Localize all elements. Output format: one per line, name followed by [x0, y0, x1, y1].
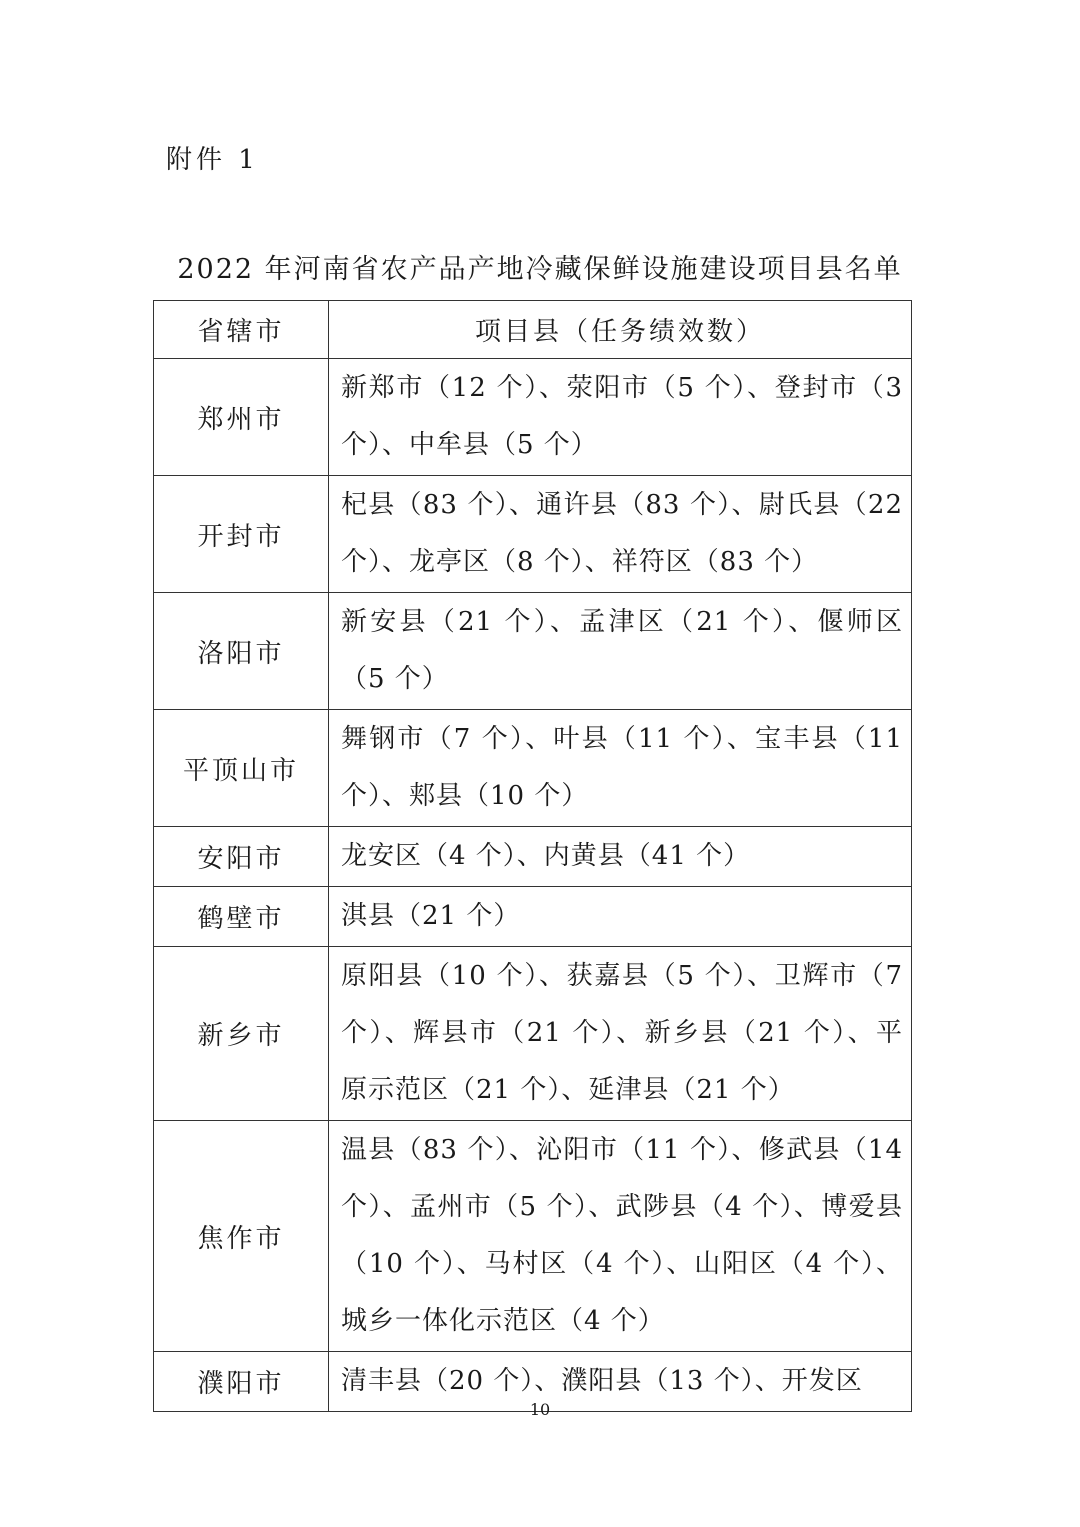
counties-cell: 舞钢市（7 个）、叶县（11 个）、宝丰县（11 个）、郏县（10 个） — [329, 710, 912, 827]
project-county-table — [153, 300, 912, 1412]
table-row — [154, 476, 912, 593]
counties-cell: 龙安区（4 个）、内黄县（41 个） — [329, 827, 912, 887]
city-cell: 平顶山市 — [154, 710, 329, 827]
table-row — [154, 1121, 912, 1352]
counties-cell: 杞县（83 个）、通许县（83 个）、尉氏县（22 个）、龙亭区（8 个）、祥符区（83 个） — [329, 476, 912, 593]
city-cell: 濮阳市 — [154, 1352, 329, 1412]
table-row — [154, 947, 912, 1121]
header-counties: 项目县（任务绩效数） — [329, 301, 912, 359]
counties-cell: 原阳县（10 个）、获嘉县（5 个）、卫辉市（7 个）、辉县市（21 个）、新乡县（21 个）、平原示范区（21 个）、延津县（21 个） — [329, 947, 912, 1121]
city-cell: 鹤壁市 — [154, 887, 329, 947]
table-row — [154, 710, 912, 827]
header-city: 省辖市 — [154, 301, 329, 359]
city-cell: 焦作市 — [154, 1121, 329, 1352]
city-cell: 新乡市 — [154, 947, 329, 1121]
attachment-label: 附件 1 — [166, 145, 259, 175]
counties-cell: 清丰县（20 个）、濮阳县（13 个）、开发区 — [329, 1352, 912, 1412]
city-cell: 开封市 — [154, 476, 329, 593]
counties-cell: 新郑市（12 个）、荥阳市（5 个）、登封市（3 个）、中牟县（5 个） — [329, 359, 912, 476]
city-cell: 安阳市 — [154, 827, 329, 887]
document-title: 2022 年河南省农产品产地冷藏保鲜设施建设项目县名单 — [177, 254, 903, 285]
table-row — [154, 593, 912, 710]
counties-cell: 新安县（21 个）、孟津区（21 个）、偃师区（5 个） — [329, 593, 912, 710]
counties-cell: 淇县（21 个） — [329, 887, 912, 947]
city-cell: 郑州市 — [154, 359, 329, 476]
counties-cell: 温县（83 个）、沁阳市（11 个）、修武县（14 个）、孟州市（5 个）、武陟县（4 个）、博爱县（10 个）、马村区（4 个）、山阳区（4 个）、城乡一体化示范区（4 个） — [329, 1121, 912, 1352]
city-cell: 洛阳市 — [154, 593, 329, 710]
table-row — [154, 827, 912, 887]
table-row — [154, 887, 912, 947]
table-row — [154, 359, 912, 476]
table-header-row — [154, 301, 912, 359]
page-number: 10 — [529, 1400, 551, 1419]
